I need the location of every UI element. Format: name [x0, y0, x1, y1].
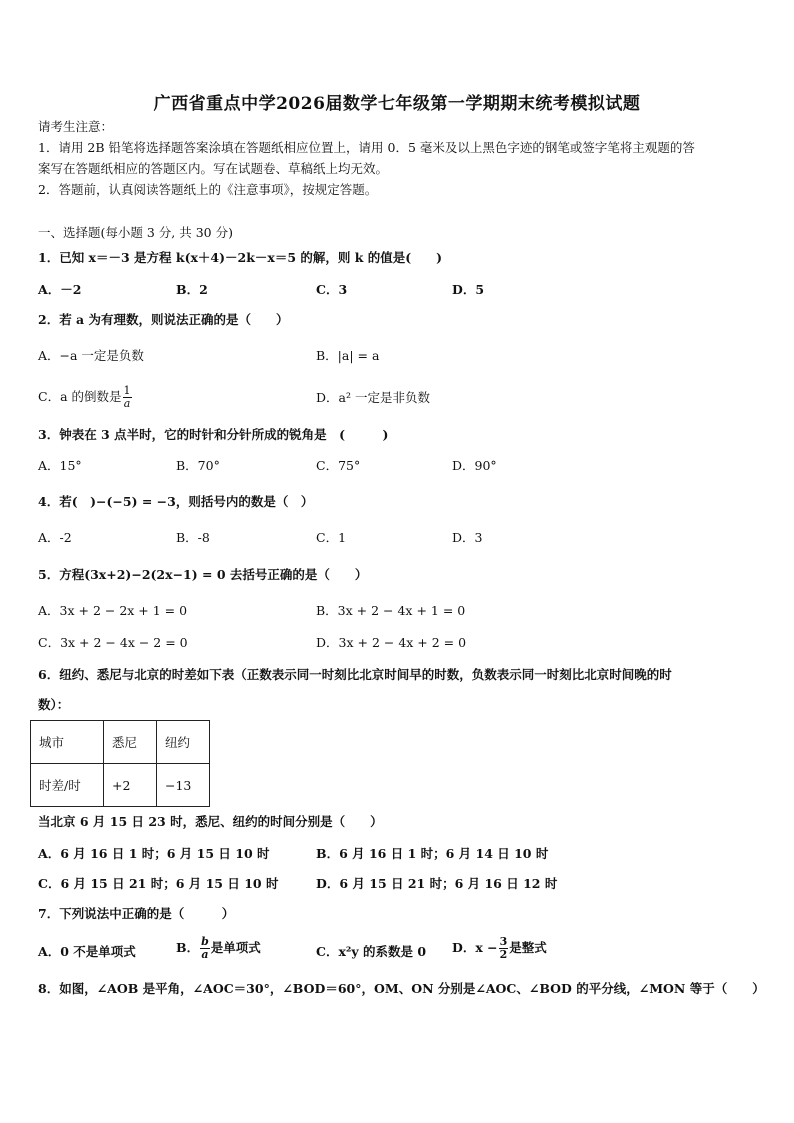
- question-3-option-c: C．75°: [316, 458, 361, 473]
- fraction: [499, 936, 509, 961]
- question-7-option-d-prefix: D．x −: [452, 940, 498, 955]
- question-1-option-d: D．5: [452, 282, 485, 297]
- question-3-option-d: D．90°: [452, 458, 497, 473]
- question-1-option-c: C．3: [316, 282, 348, 297]
- fraction: [123, 385, 132, 410]
- question-1-option-a: A．－2: [38, 282, 82, 297]
- fraction-denominator: 2: [499, 948, 508, 961]
- table-header-cell: 纽约: [157, 721, 210, 764]
- question-7-stem: 7．下列说法中正确的是（ ）: [38, 906, 235, 921]
- page-title: 广西省重点中学2026届数学七年级第一学期期末统考模拟试题: [153, 94, 641, 114]
- time-difference-table: [30, 720, 210, 807]
- question-2-option-b: B．|a| = a: [316, 348, 380, 363]
- question-4-stem: 4．若( )−(−5) = −3，则括号内的数是（ ）: [38, 494, 314, 509]
- table-header-cell: 悉尼: [104, 721, 157, 764]
- question-5-stem: 5．方程(3x+2)−2(2x−1) = 0 去括号正确的是（ ）: [38, 567, 368, 582]
- question-6-option-a: A．6 月 16 日 1 时；6 月 15 日 10 时: [38, 846, 270, 861]
- notice-item-1-line-2: 案写在答题纸相应的答题区内。写在试题卷、草稿纸上均无效。: [38, 161, 389, 176]
- notice-item-2: 2．答题前，认真阅读答题纸上的《注意事项》，按规定答题。: [38, 182, 378, 197]
- table-cell: 时差/时: [31, 764, 104, 807]
- notice-heading: 请考生注意：: [38, 119, 114, 134]
- question-5-option-a: A．3x + 2 − 2x + 1 = 0: [38, 603, 188, 618]
- question-7-option-a: A．0 不是单项式: [38, 944, 136, 959]
- question-6-option-b: B．6 月 16 日 1 时；6 月 14 日 10 时: [316, 846, 549, 861]
- question-6-option-d: D．6 月 15 日 21 时；6 月 16 日 12 时: [316, 876, 558, 891]
- question-5-option-d: D．3x + 2 − 4x + 2 = 0: [316, 635, 467, 650]
- question-7-option-b-suffix: 是单项式: [210, 940, 261, 955]
- fraction-numerator: 1: [123, 384, 131, 397]
- question-6-question: 当北京 6 月 15 日 23 时，悉尼、纽约的时间分别是（ ）: [38, 814, 383, 829]
- question-7-option-b-prefix: B．: [176, 940, 200, 955]
- question-7-option-b: [176, 936, 261, 961]
- question-4-option-a: A．-2: [38, 530, 72, 545]
- fraction-denominator: a: [201, 948, 209, 961]
- fraction-numerator: 3: [499, 935, 508, 948]
- question-5-option-c: C．3x + 2 − 4x − 2 = 0: [38, 635, 188, 650]
- question-6-stem-line-1: 6．纽约、悉尼与北京的时差如下表（正数表示同一时刻比北京时间早的时数，负数表示同一时刻比北京时间晚的时: [38, 667, 672, 682]
- question-2-option-a: A．−a 一定是负数: [38, 348, 144, 363]
- question-2-option-c: [38, 385, 133, 410]
- table-cell: +2: [104, 764, 157, 807]
- question-3-option-a: A．15°: [38, 458, 82, 473]
- question-3-option-b: B．70°: [176, 458, 220, 473]
- question-1-option-b: B．2: [176, 282, 208, 297]
- question-2-stem: 2．若 a 为有理数，则说法正确的是（ ）: [38, 312, 289, 327]
- section-heading: 一、选择题(每小题 3 分, 共 30 分): [38, 225, 233, 240]
- question-4-option-b: B．-8: [176, 530, 210, 545]
- question-5-option-b: B．3x + 2 − 4x + 1 = 0: [316, 603, 466, 618]
- question-3-stem: 3．钟表在 3 点半时，它的时针和分针所成的锐角是 ( ): [38, 427, 389, 442]
- question-7-option-d-suffix: 是整式: [509, 940, 547, 955]
- fraction-numerator: b: [201, 935, 209, 948]
- table-row: [31, 721, 210, 764]
- fraction: [200, 936, 210, 961]
- fraction-denominator: a: [123, 397, 131, 410]
- question-6-option-c: C．6 月 15 日 21 时；6 月 15 日 10 时: [38, 876, 279, 891]
- notice-item-1-line-1: 1．请用 2B 铅笔将选择题答案涂填在答题纸相应位置上，请用 0．5 毫米及以上黑色字迹的钢笔或签字笔将主观题的答: [38, 140, 695, 155]
- table-row: [31, 764, 210, 807]
- question-2-option-c-text: C．a 的倒数是: [38, 389, 122, 404]
- question-4-option-c: C．1: [316, 530, 347, 545]
- question-7-option-d: [452, 936, 547, 961]
- question-8-stem: 8．如图，∠AOB 是平角，∠AOC＝30°，∠BOD＝60°，OM、ON 分别是∠AOC、∠BOD 的平分线，∠MON 等于（ ）: [38, 981, 765, 996]
- question-6-stem-line-2: 数）：: [38, 697, 70, 712]
- question-2-option-d: D．a² 一定是非负数: [316, 390, 430, 405]
- table-header-cell: 城市: [31, 721, 104, 764]
- table-cell: −13: [157, 764, 210, 807]
- question-4-option-d: D．3: [452, 530, 483, 545]
- question-7-option-c: C．x²y 的系数是 0: [316, 944, 427, 959]
- question-1-stem: 1．已知 x＝－3 是方程 k(x＋4)－2k－x＝5 的解，则 k 的值是( ): [38, 250, 443, 265]
